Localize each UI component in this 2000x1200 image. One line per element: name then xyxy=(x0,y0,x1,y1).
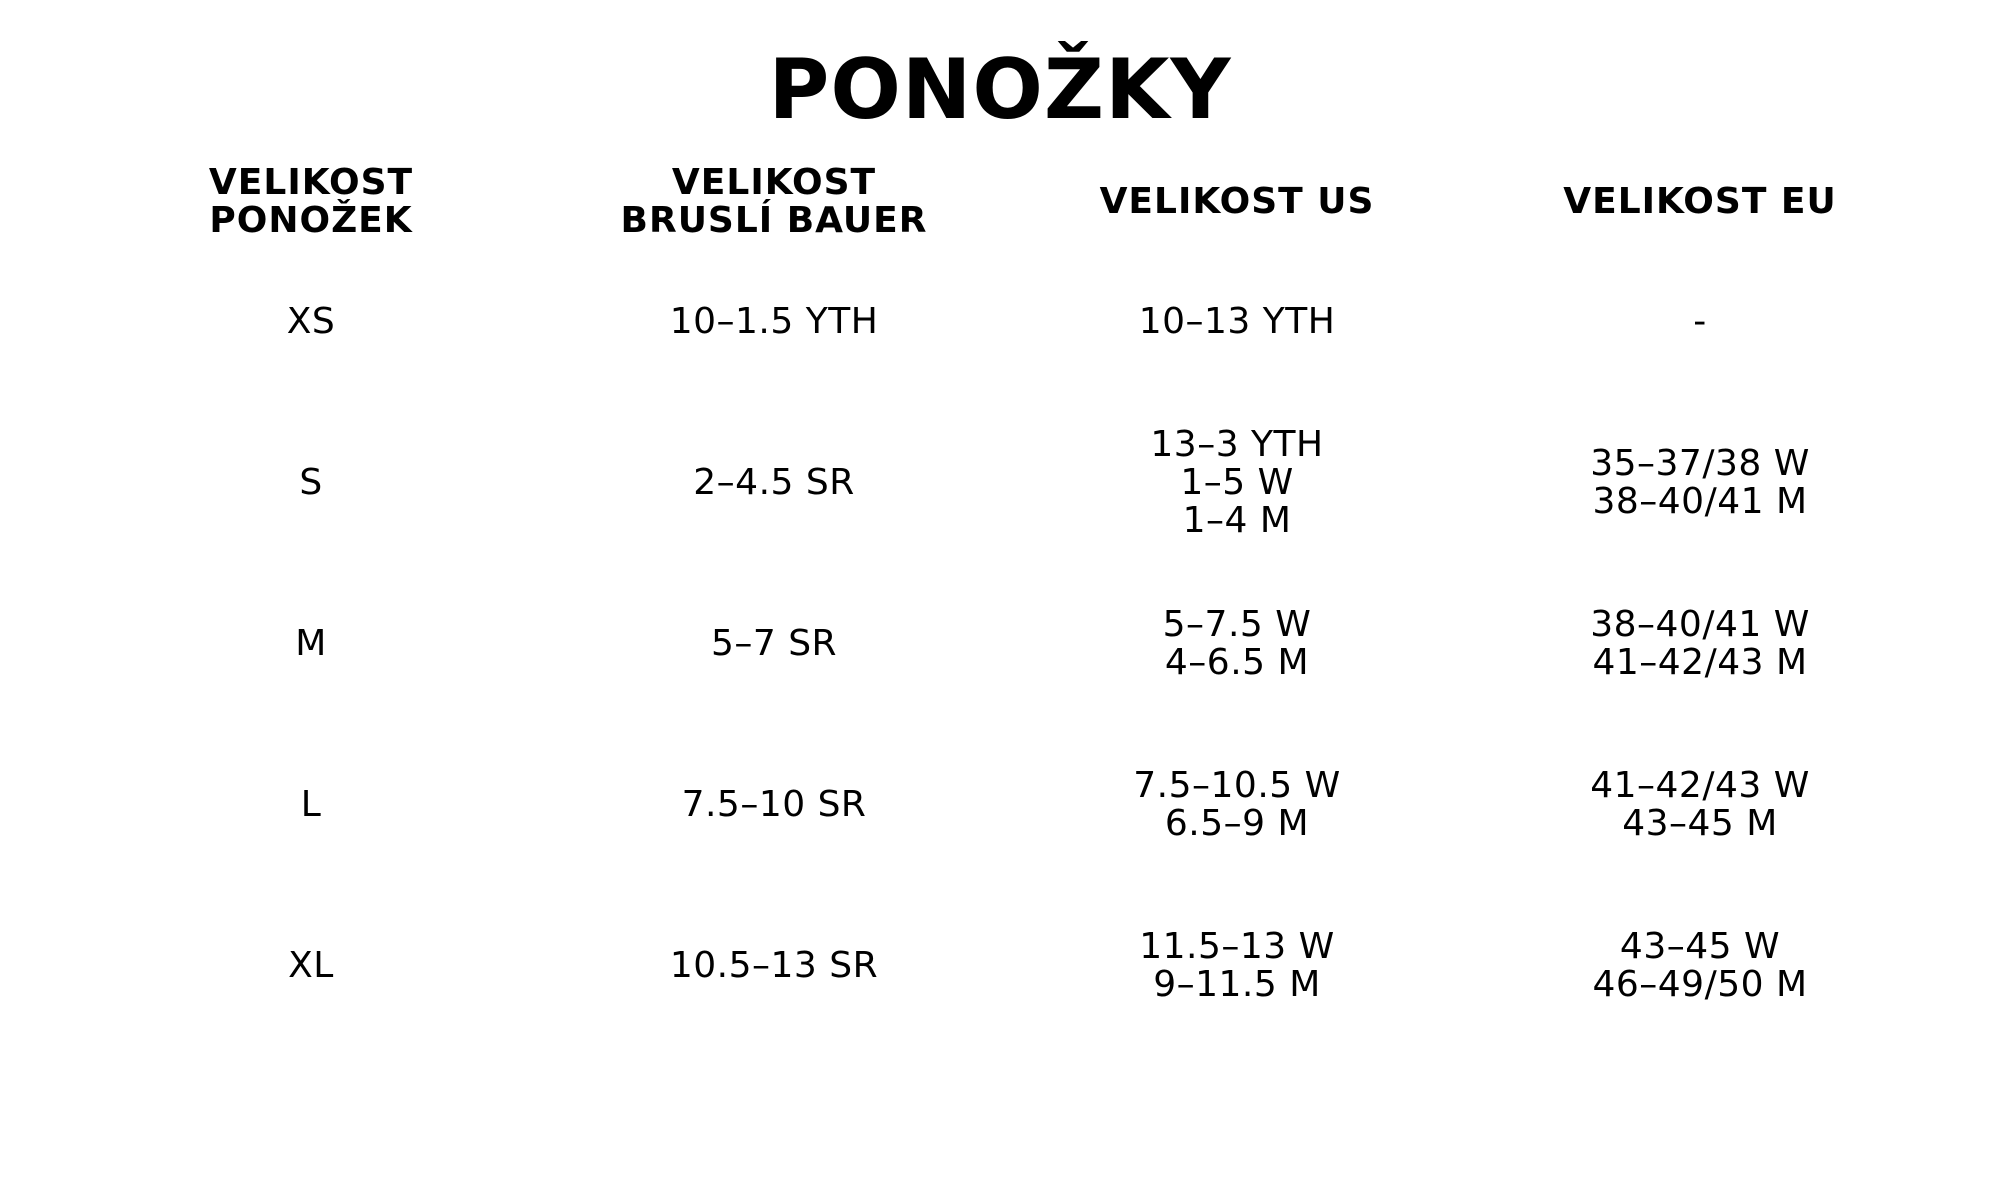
cell-us-size: 11.5–13 W 9–11.5 M xyxy=(1139,926,1335,1005)
header-sock-size: VELIKOST PONOŽEK xyxy=(208,162,414,241)
cell-us-size: 13–3 YTH 1–5 W 1–4 M xyxy=(1150,424,1324,541)
header-eu-size: VELIKOST EU xyxy=(1563,181,1837,222)
cell-sock-size: S xyxy=(299,462,323,503)
cell-us-size: 10–13 YTH xyxy=(1138,301,1336,342)
cell-eu-size: - xyxy=(1693,301,1707,342)
cell-bauer-skate-size: 7.5–10 SR xyxy=(681,784,867,825)
cell-eu-size: 38–40/41 W 41–42/43 M xyxy=(1590,604,1810,683)
cell-bauer-skate-size: 10.5–13 SR xyxy=(669,945,879,986)
cell-us-size: 7.5–10.5 W 6.5–9 M xyxy=(1133,765,1341,844)
cell-eu-size: 35–37/38 W 38–40/41 M xyxy=(1590,443,1810,522)
cell-sock-size: XS xyxy=(286,301,336,342)
cell-eu-size: 43–45 W 46–49/50 M xyxy=(1592,926,1808,1005)
cell-sock-size: XL xyxy=(288,945,334,986)
header-us-size: VELIKOST US xyxy=(1099,181,1375,222)
cell-us-size: 5–7.5 W 4–6.5 M xyxy=(1162,604,1312,683)
cell-sock-size: L xyxy=(300,784,322,825)
cell-bauer-skate-size: 10–1.5 YTH xyxy=(669,301,879,342)
header-bauer-skate-size: VELIKOST BRUSLÍ BAUER xyxy=(620,162,928,241)
cell-bauer-skate-size: 5–7 SR xyxy=(710,623,838,664)
cell-sock-size: M xyxy=(295,623,327,664)
cell-eu-size: 41–42/43 W 43–45 M xyxy=(1590,765,1810,844)
cell-bauer-skate-size: 2–4.5 SR xyxy=(693,462,855,503)
page-title: PONOŽKY xyxy=(768,41,1232,138)
